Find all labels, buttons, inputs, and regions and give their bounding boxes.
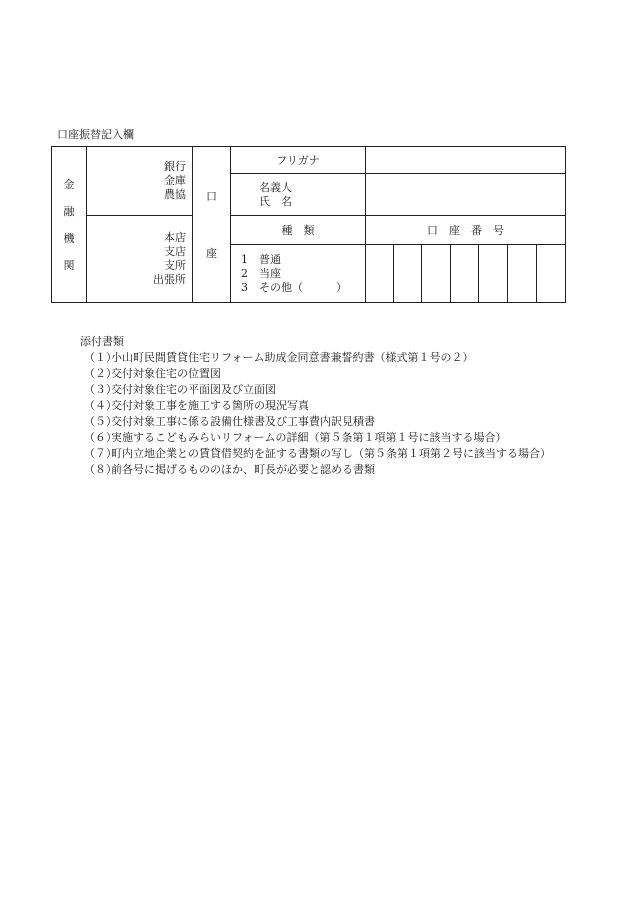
- holder-label: 名義人 氏 名: [231, 174, 366, 216]
- account-number-digit[interactable]: [537, 245, 566, 303]
- account-kind-options[interactable]: 1 普通 2 当座 3 その他（ ）: [231, 245, 366, 303]
- attachments-list: [84, 350, 564, 478]
- section-title: 口座振替記入欄: [57, 128, 134, 141]
- financial-institution-label: 金 融 機 関: [52, 147, 87, 303]
- account-number-digit[interactable]: [508, 245, 537, 303]
- bank-account-table: [51, 146, 566, 303]
- account-number-digit[interactable]: [479, 245, 508, 303]
- list-item: （２） 交付対象住宅の位置図: [84, 367, 221, 380]
- list-item: （３） 交付対象住宅の平面図及び立面図: [84, 383, 276, 396]
- list-item: （５） 交付対象工事に係る設備仕様書及び工事費内訳見積書: [84, 415, 375, 428]
- list-item: （８） 前各号に掲げるもののほか、町長が必要と認める書類: [84, 463, 375, 476]
- holder-name-field[interactable]: [366, 174, 566, 216]
- list-item: （７） 町内立地企業との賃貸借契約を証する書類の写し（第５条第１項第２号に該当する場合）: [84, 447, 551, 460]
- account-number-digit[interactable]: [422, 245, 451, 303]
- furigana-label: フリガナ: [231, 147, 366, 174]
- branch-type-cell[interactable]: 本店 支店 支所 出張所: [87, 216, 193, 303]
- account-number-digit[interactable]: [451, 245, 479, 303]
- kind-header: 種 類: [231, 216, 366, 245]
- account-number-header: 口 座 番 号: [366, 216, 566, 245]
- list-item: （６） 実施するこどもみらいリフォームの詳細（第５条第１項第１号に該当する場合）: [84, 431, 507, 444]
- list-item: （４） 交付対象工事を施工する箇所の現況写真: [84, 399, 309, 412]
- account-label: 口 座: [193, 147, 231, 303]
- list-item: （１） 小山町民間賃貸住宅リフォーム助成金同意書兼誓約書（様式第１号の２）: [84, 351, 474, 364]
- bank-type-cell[interactable]: 銀行 金庫 農協: [87, 147, 193, 216]
- account-number-digit[interactable]: [394, 245, 422, 303]
- furigana-field[interactable]: [366, 147, 566, 174]
- account-number-digit[interactable]: [366, 245, 394, 303]
- attachments-title: 添付書類: [80, 335, 124, 348]
